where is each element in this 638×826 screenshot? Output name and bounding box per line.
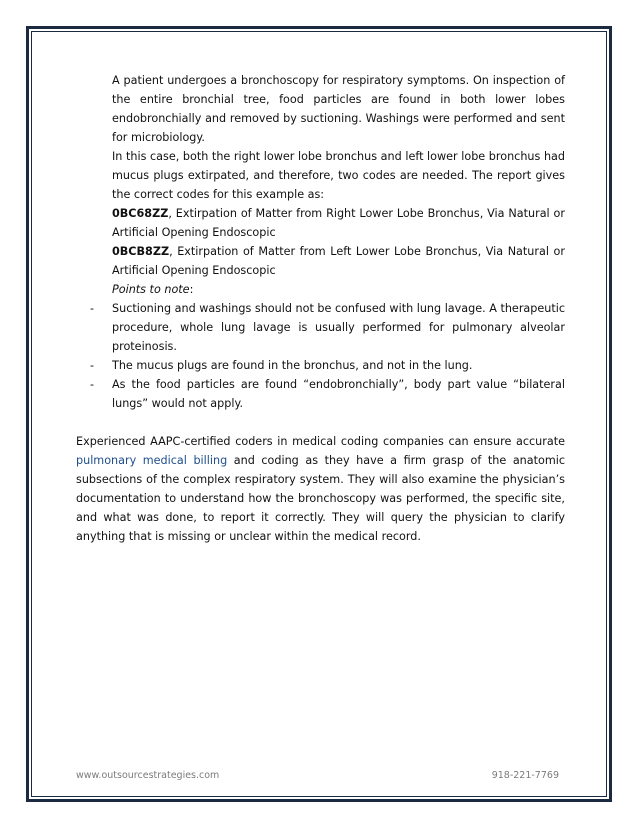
code-entry-1 [112,204,565,242]
points-list [76,299,565,413]
case-explanation-paragraph: In this case, both the right lower lobe bronchus and left lower lobe bronchus had mucus plugs extirpated, and therefore, two codes are needed. The report gives the correct codes for this example as: [112,150,565,201]
closing-text-start: Experienced AAPC-certified coders in medical coding companies can ensure accurate [76,435,565,448]
closing-text-end: and coding as they have a firm grasp of the anatomic subsections of the complex respiratory system. They will also examine the physician’s documentation to understand how the bronchoscopy was performed, the specific site, and what was done, to report it correctly. They will query the physician to clarify anything that is missing or unclear within the medical record. [76,454,566,543]
point-text: The mucus plugs are found in the bronchus, and not in the lung. [112,359,473,372]
points-heading [112,280,565,299]
case-example [76,71,565,299]
case-intro-paragraph: A patient undergoes a bronchoscopy for respiratory symptoms. On inspection of the entire bronchial tree, food particles are found in both lower lobes endobronchially and removed by suctioning. Washings were performed and sent for microbiology. [112,74,565,144]
procedure-description: , Extirpation of Matter from Left Lower Lobe Bronchus, Via Natural or Artificial Opening Endoscopic [112,245,565,277]
bullet-dash: - [90,378,95,391]
closing-paragraph [76,432,565,546]
code-entry-2 [112,242,565,280]
list-item [76,356,565,375]
pulmonary-billing-link[interactable]: pulmonary medical billing [76,454,228,467]
list-item [76,299,565,356]
procedure-description: , Extirpation of Matter from Right Lower Lobe Bronchus, Via Natural or Artificial Opening Endoscopic [112,207,565,239]
page-footer [76,770,559,781]
point-text: As the food particles are found “endobronchially”, body part value “bilateral lungs” would not apply. [112,378,565,410]
footer-phone: 918-221-7769 [491,770,559,781]
points-colon: : [189,283,194,296]
points-label: Points to note [112,283,190,296]
procedure-code: 0BCB8ZZ [112,245,170,258]
document-body [76,71,565,546]
bullet-dash: - [90,359,95,372]
procedure-code: 0BC68ZZ [112,207,169,220]
point-text: Suctioning and washings should not be confused with lung lavage. A therapeutic procedure, whole lung lavage is usually performed for pulmonary alveolar proteinosis. [112,302,565,353]
bullet-dash: - [90,302,95,315]
list-item [76,375,565,413]
footer-website[interactable]: www.outsourcestrategies.com [76,770,220,781]
